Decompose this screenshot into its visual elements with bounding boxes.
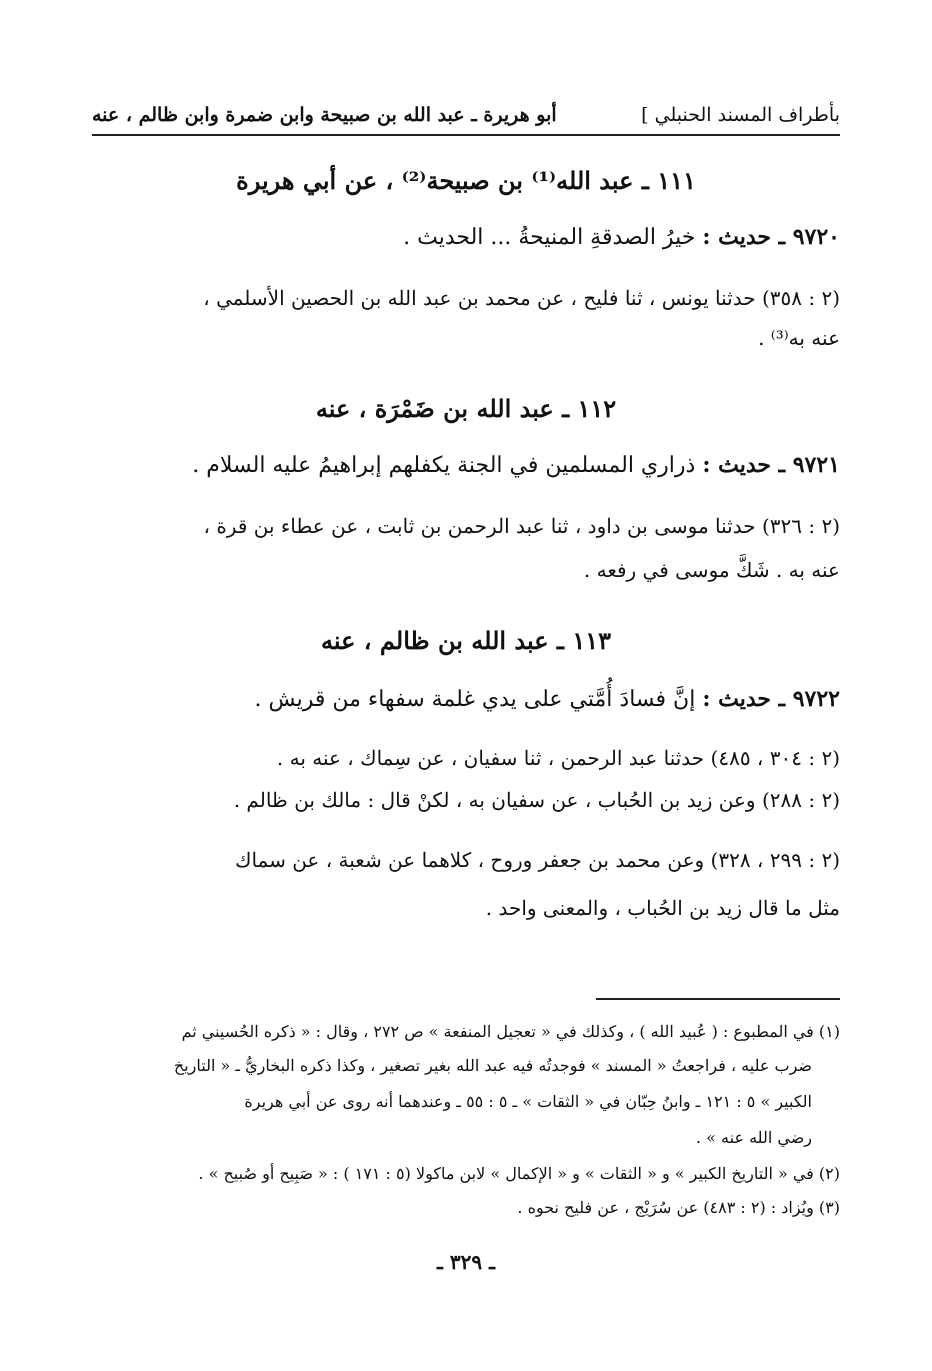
footnote-line: (١) في المطبوع : ( عُبيد الله ) ، وكذلك في « تعجيل المنفعة » ص ٢٧٢ ، وقال : « ذكره الحُسيني ثم	[181, 1022, 840, 1041]
hadith-9722	[255, 686, 840, 712]
header-book-title: بأطراف المسند الحنبلي ]	[641, 104, 840, 126]
hadith-9720	[403, 224, 840, 250]
source-line: (٢ : ٣٠٤ ، ٤٨٥) حدثنا عبد الرحمن ، ثنا سفيان ، عن سِماك ، عنه به .	[276, 746, 840, 770]
source-line: (٢ : ٣٥٨) حدثنا يونس ، ثنا فليح ، عن محمد بن عبد الله بن الحصين الأسلمي ،	[203, 286, 840, 310]
header-chapter-title: أبو هريرة ـ عبد الله بن صبيحة وابن ضمرة وابن ظالم ، عنه	[92, 104, 557, 126]
footnote-rule	[596, 998, 840, 1000]
hadith-9721	[192, 452, 840, 478]
hadith-number: ٩٧٢١ ـ حديث :	[702, 452, 840, 478]
running-header	[92, 96, 840, 136]
footnote-line: الكبير » ٥ : ١٢١ ـ وابنُ حِبّان في « الثقات » ـ ٥ : ٥٥ ـ وعندهما أنه روى عن أبي هريرة	[244, 1092, 812, 1111]
hadith-text: خيرُ الصدقةِ المنيحةُ ... الحديث .	[403, 225, 696, 250]
page-number: ـ ٣٢٩ ـ	[437, 1250, 495, 1274]
footnote-line: ضرب عليه ، فراجعتُ « المسند » فوجدتُه فيه عبد الله بغير تصغير ، وكذا ذكره البخاريُّ ـ « التاريخ	[173, 1056, 812, 1075]
section-title-112: ١١٢ ـ عبد الله بن ضَمْرَة ، عنه	[315, 394, 617, 423]
footnote-line: (٣) ويُزاد : (٢ : ٤٨٣) عن سُرَيْج ، عن فليح نحوه .	[517, 1198, 840, 1217]
header-rule	[92, 134, 840, 136]
section-title-111: ١١١ ـ عبد الله⁽¹⁾ بن صبيحة⁽²⁾ ، عن أبي هريرة	[236, 166, 696, 195]
hadith-number: ٩٧٢٠ ـ حديث :	[702, 224, 840, 250]
source-line: عنه به⁽³⁾ .	[758, 326, 840, 350]
footnote-line: (٢) في « التاريخ الكبير » و « الثقات » و « الإكمال » لابن ماكولا (٥ : ١٧١ ) : « صَبِيح أو صُبيح » .	[198, 1164, 840, 1183]
source-line: مثل ما قال زيد بن الحُباب ، والمعنى واحد .	[485, 896, 840, 920]
footnote-line: رضي الله عنه » .	[695, 1128, 812, 1147]
source-line: (٢ : ٣٢٦) حدثنا موسى بن داود ، ثنا عبد الرحمن بن ثابت ، عن عطاء بن قرة ،	[203, 514, 840, 538]
section-title-113: ١١٣ ـ عبد الله بن ظالم ، عنه	[321, 626, 611, 655]
hadith-text: ذراري المسلمين في الجنة يكفلهم إبراهيمُ عليه السلام .	[192, 453, 696, 478]
source-line: عنه به . شَكَّ موسى في رفعه .	[583, 558, 840, 582]
source-line: (٢ : ٢٨٨) وعن زيد بن الحُباب ، عن سفيان به ، لكنْ قال : مالك بن ظالم .	[233, 788, 840, 812]
hadith-number: ٩٧٢٢ ـ حديث :	[702, 686, 840, 712]
source-line: (٢ : ٢٩٩ ، ٣٢٨) وعن محمد بن جعفر وروح ، كلاهما عن شعبة ، عن سماك	[234, 848, 840, 872]
hadith-text: إنَّ فسادَ أُمَّتي على يدي غلمة سفهاء من قريش .	[254, 687, 696, 712]
